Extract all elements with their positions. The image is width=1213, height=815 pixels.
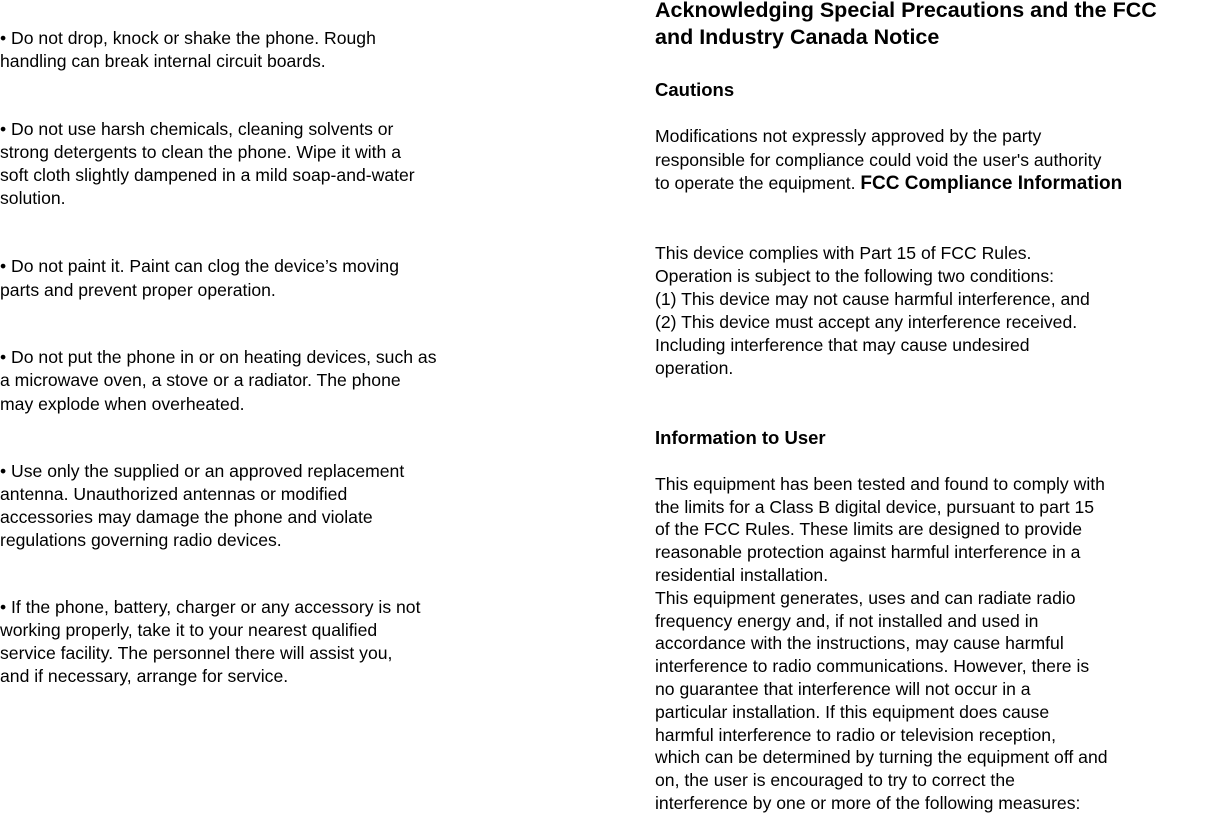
section-title: and Industry Canada Notice	[655, 25, 940, 49]
bullet-line: • Use only the supplied or an approved replacement	[0, 461, 405, 481]
info-line: accordance with the instructions, may cause harmful	[655, 633, 1064, 653]
bullet-line: • Do not use harsh chemicals, cleaning solvents or	[0, 119, 394, 139]
bullet-line: service facility. The personnel there will assist you,	[0, 643, 393, 663]
info-line: which can be determined by turning the equipment off and	[655, 747, 1108, 767]
section-title: Acknowledging Special Precautions and the FCC	[655, 0, 1157, 22]
bullet-line: and if necessary, arrange for service.	[0, 666, 289, 686]
info-line: This equipment has been tested and found to comply with	[655, 474, 1105, 494]
info-line: the limits for a Class B digital device, pursuant to part 15	[655, 497, 1095, 517]
bullet-line: a microwave oven, a stove or a radiator. The phone	[0, 370, 401, 390]
bullet-line: strong detergents to clean the phone. Wipe it with a	[0, 142, 401, 162]
cautions-last-line	[655, 172, 1122, 195]
info-line: no guarantee that interference will not occur in a	[655, 679, 1031, 699]
cautions-line: Modifications not expressly approved by the party	[655, 126, 1042, 146]
information-to-user-heading: Information to User	[655, 427, 826, 448]
fcc-compliance-line: (2) This device must accept any interference received.	[655, 312, 1078, 332]
info-line: on, the user is encouraged to try to correct the	[655, 770, 1015, 790]
info-line: frequency energy and, if not installed and used in	[655, 611, 1039, 631]
bullet-line: soft cloth slightly dampened in a mild soap-and-water	[0, 165, 415, 185]
bullet-line: • If the phone, battery, charger or any accessory is not	[0, 597, 421, 617]
cautions-heading: Cautions	[655, 79, 735, 100]
cautions-line: responsible for compliance could void the user's authority	[655, 150, 1102, 170]
info-line: of the FCC Rules. These limits are designed to provide	[655, 519, 1083, 539]
fcc-compliance-heading: FCC Compliance Information	[860, 173, 1123, 194]
info-line: particular installation. If this equipment does cause	[655, 702, 1050, 722]
bullet-line: may explode when overheated.	[0, 394, 245, 414]
bullet-line: accessories may damage the phone and violate	[0, 507, 373, 527]
fcc-compliance-line: Including interference that may cause undesired	[655, 335, 1030, 355]
bullet-line: • Do not drop, knock or shake the phone. Rough	[0, 28, 376, 48]
info-line: This equipment generates, uses and can radiate radio	[655, 588, 1076, 608]
info-line: harmful interference to radio or television reception,	[655, 725, 1056, 745]
bullet-line: handling can break internal circuit boards.	[0, 51, 326, 71]
bullet-line: • Do not put the phone in or on heating devices, such as	[0, 347, 437, 367]
bullet-line: parts and prevent proper operation.	[0, 280, 276, 300]
info-line: interference to radio communications. However, there is	[655, 656, 1090, 676]
bullet-line: solution.	[0, 188, 66, 208]
bullet-line: regulations governing radio devices.	[0, 530, 282, 550]
info-line: reasonable protection against harmful interference in a	[655, 542, 1081, 562]
fcc-compliance-line: Operation is subject to the following two conditions:	[655, 266, 1055, 286]
cautions-line: to operate the equipment.	[655, 173, 861, 193]
bullet-line: working properly, take it to your nearest qualified	[0, 620, 378, 640]
bullet-line: • Do not paint it. Paint can clog the device’s moving	[0, 256, 399, 276]
fcc-compliance-line: (1) This device may not cause harmful interference, and	[655, 289, 1090, 309]
bullet-line: antenna. Unauthorized antennas or modified	[0, 484, 348, 504]
fcc-compliance-line: This device complies with Part 15 of FCC Rules.	[655, 243, 1032, 263]
info-line: interference by one or more of the following measures:	[655, 793, 1081, 813]
fcc-compliance-line: operation.	[655, 358, 734, 378]
info-line: residential installation.	[655, 565, 829, 585]
